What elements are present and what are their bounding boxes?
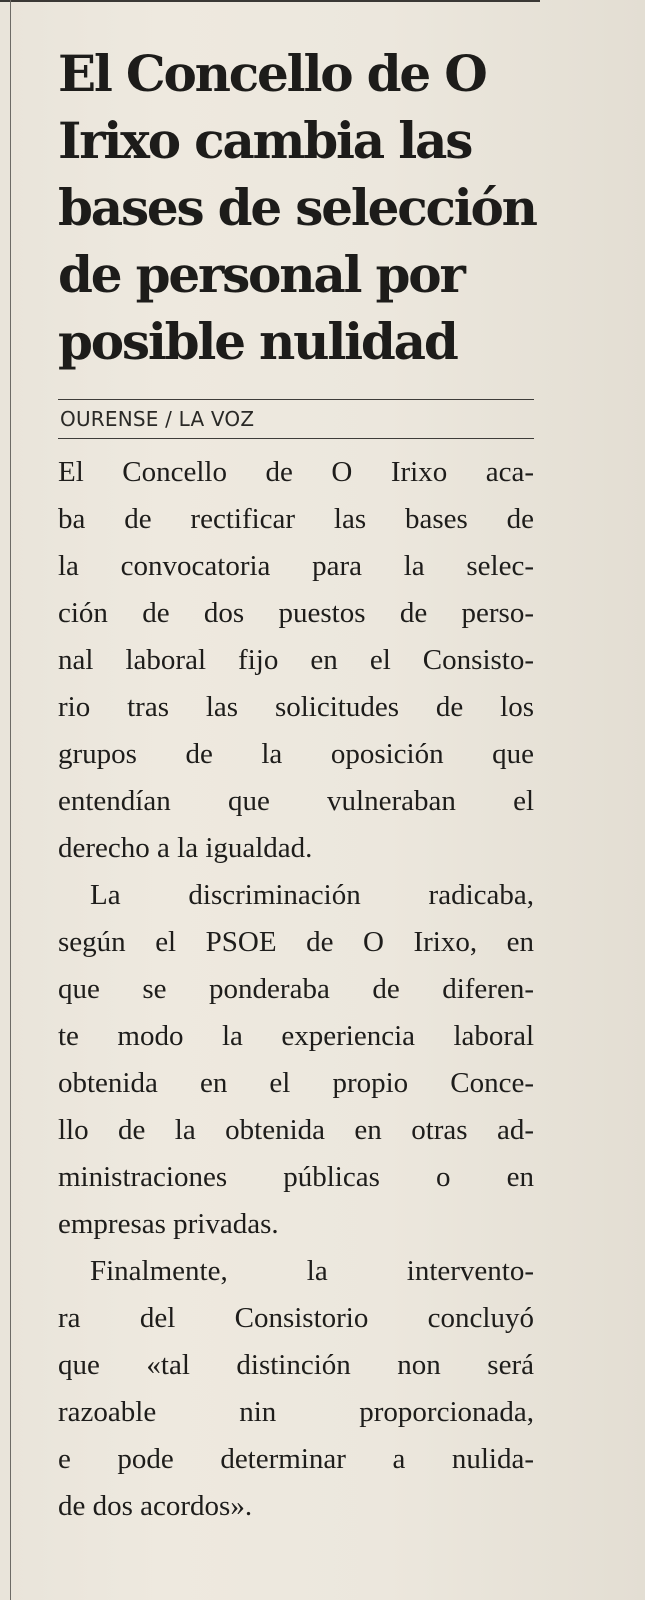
body-paragraph-2 (58, 872, 534, 1248)
text-line: grupos de la oposición que (58, 738, 534, 770)
text-line: rio tras las solicitudes de los (58, 691, 534, 723)
text-line: obtenida en el propio Conce- (58, 1067, 534, 1099)
headline-line: bases de selección (58, 178, 536, 237)
text-line: que «tal distinción non será (58, 1349, 534, 1381)
text-line: empresas privadas. (58, 1208, 279, 1240)
headline-line: El Concello de O (58, 44, 486, 103)
body-paragraph-3 (58, 1248, 534, 1530)
text-line: de dos acordos». (58, 1490, 253, 1522)
text-line: ción de dos puestos de perso- (58, 597, 534, 629)
text-line: te modo la experiencia laboral (58, 1020, 534, 1052)
headline-line: de personal por (58, 245, 464, 304)
headline-line: posible nulidad (58, 312, 457, 371)
text-line: derecho a la igualdad. (58, 832, 313, 864)
article-headline (58, 40, 534, 375)
text-line: La discriminación radicaba, (90, 879, 534, 911)
headline-line: Irixo cambia las (58, 111, 472, 170)
text-line: llo de la obtenida en otras ad- (58, 1114, 534, 1146)
article-byline: OURENSE / LA VOZ (60, 407, 255, 431)
text-line: El Concello de O Irixo aca- (58, 456, 534, 488)
body-paragraph-1 (58, 449, 534, 872)
text-line: entendían que vulneraban el (58, 785, 534, 817)
byline-bottom-divider (58, 438, 534, 439)
text-line: que se ponderaba de diferen- (58, 973, 534, 1005)
column-top-rule (0, 0, 540, 2)
text-line: ba de rectificar las bases de (58, 503, 534, 535)
text-line: ra del Consistorio concluyó (58, 1302, 534, 1334)
text-line: la convocatoria para la selec- (58, 550, 534, 582)
text-line: e pode determinar a nulida- (58, 1443, 534, 1475)
text-line: nal laboral fijo en el Consisto- (58, 644, 534, 676)
text-line: Finalmente, la intervento- (90, 1255, 534, 1287)
column-left-rule (10, 0, 11, 1600)
text-line: según el PSOE de O Irixo, en (58, 926, 534, 958)
article-body (58, 449, 534, 1530)
text-line: razoable nin proporcionada, (58, 1396, 534, 1428)
news-article (58, 40, 534, 1530)
text-line: ministraciones públicas o en (58, 1161, 534, 1193)
